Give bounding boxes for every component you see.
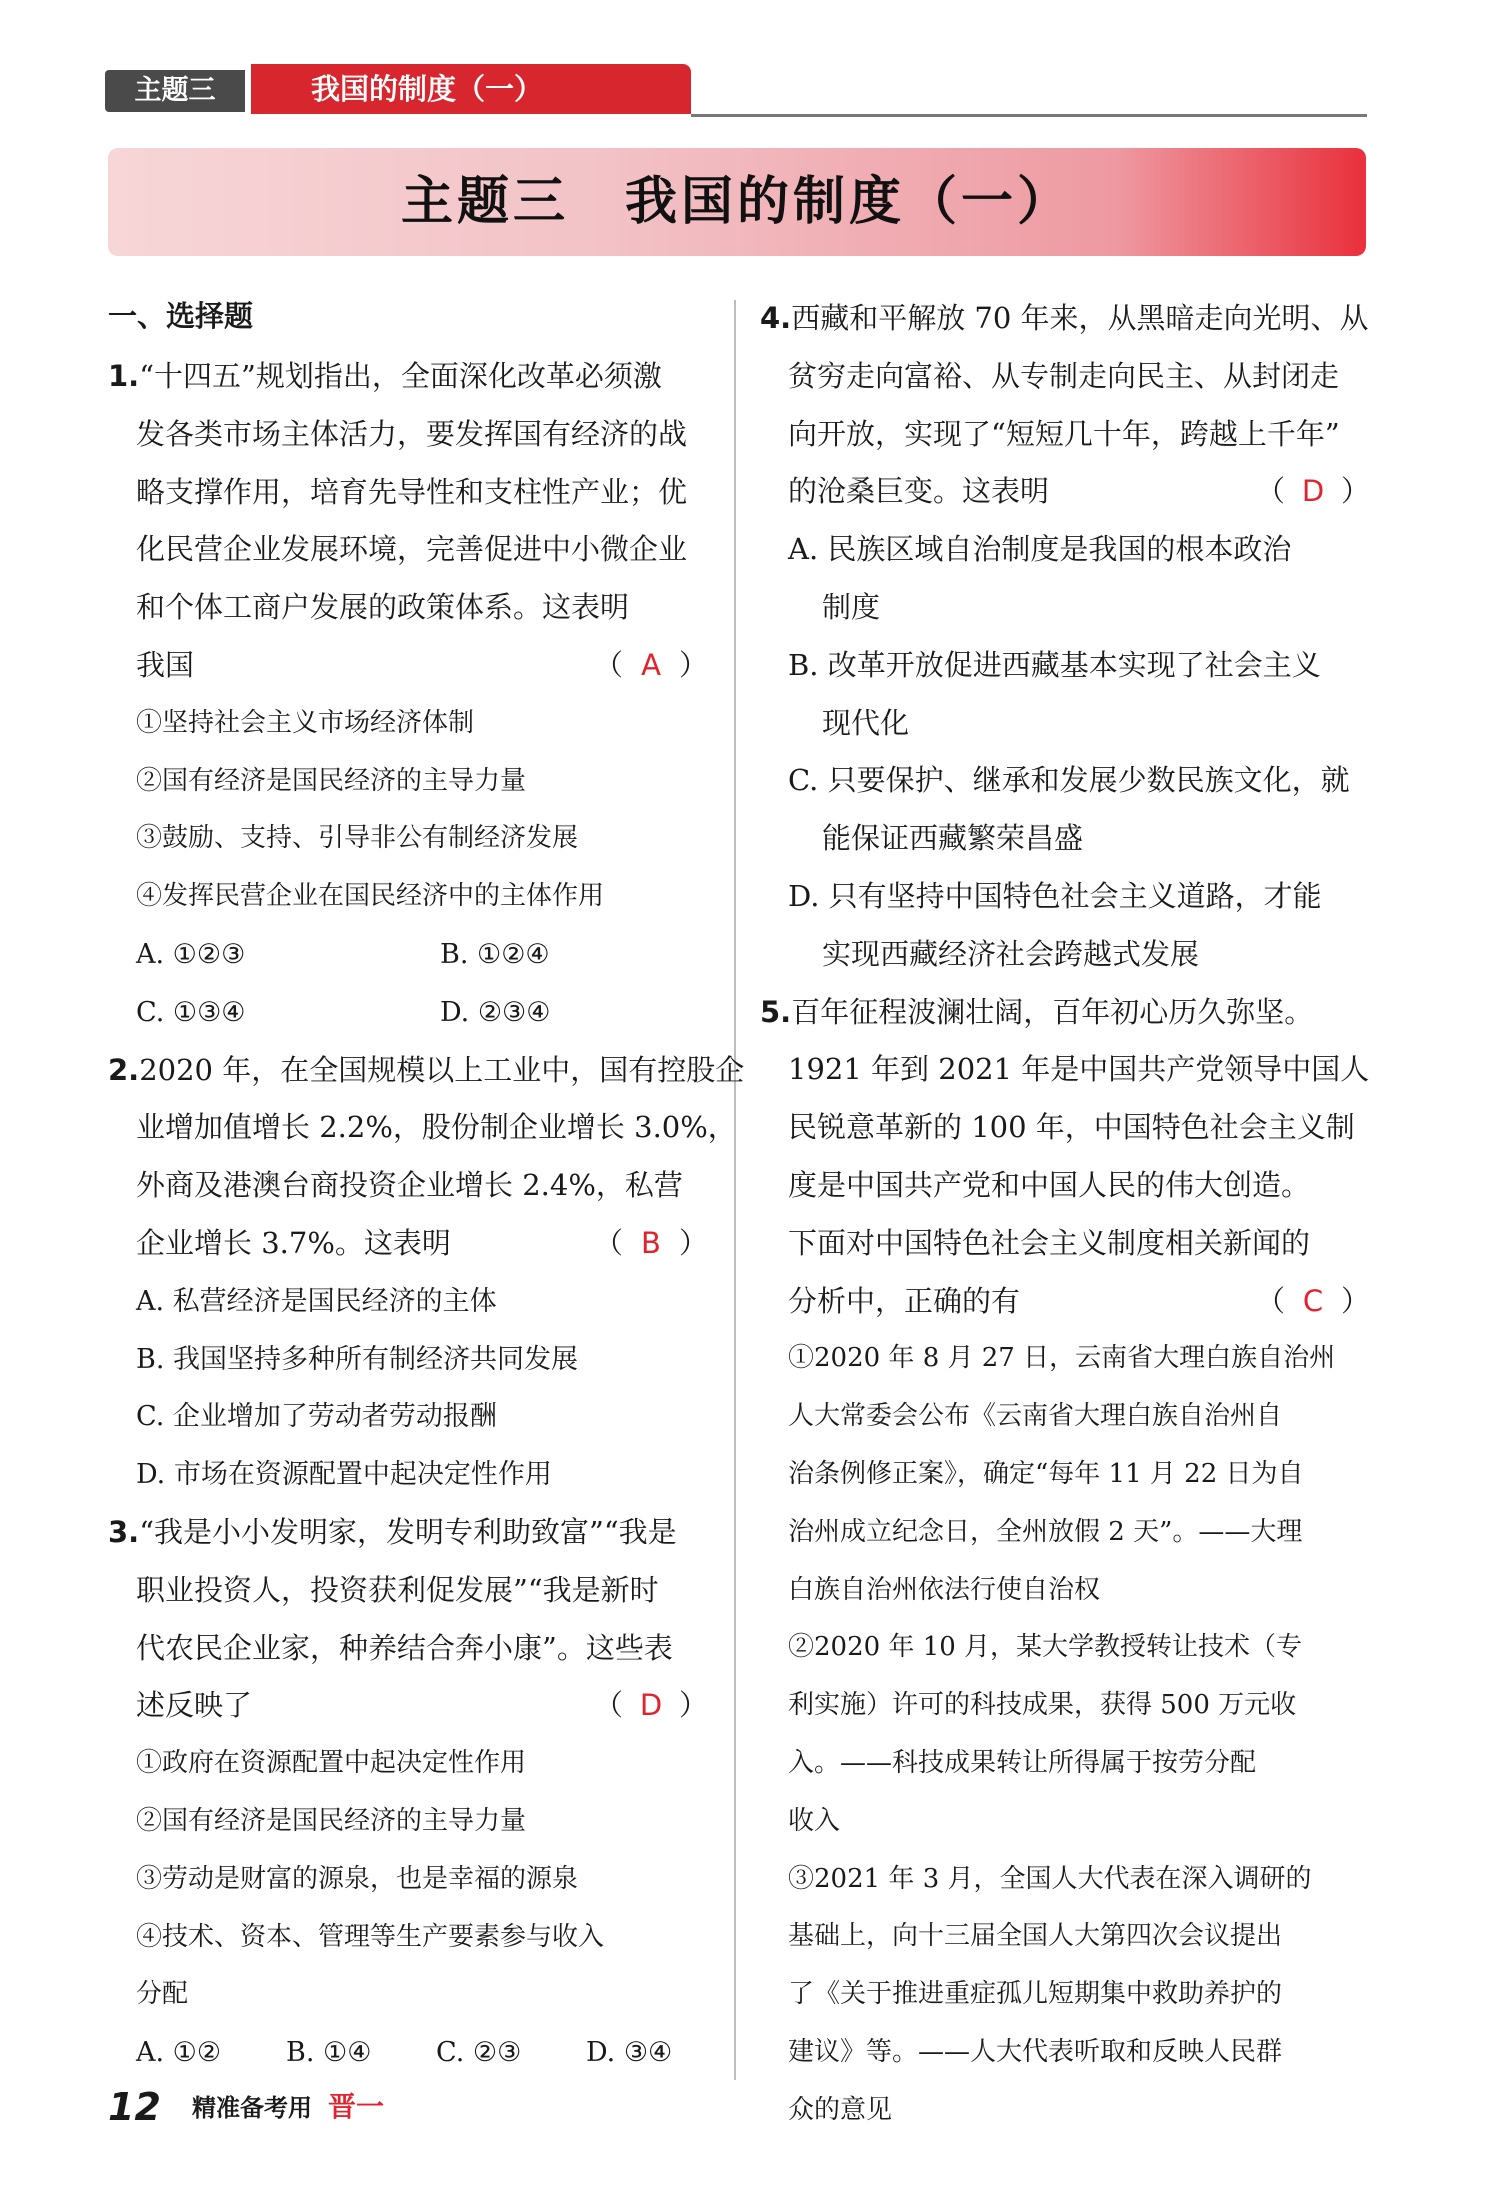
paren-close: ） [678, 1225, 708, 1260]
answer-letter: A [641, 647, 661, 682]
question-number: 3. [108, 1514, 140, 1549]
statement-item: 建议》等。——人大代表听取和反映人民群 [788, 2036, 1283, 2067]
answer-letter: C [1302, 1283, 1324, 1318]
statement-item: ①2020 年 8 月 27 日，云南省大理白族自治州 [788, 1343, 1336, 1374]
right-column [760, 290, 1370, 2140]
statement-item: 治条例修正案》，确定“每年 11 月 22 日为自 [788, 1458, 1304, 1489]
chapter-header [105, 62, 1367, 118]
question-text: “十四五”规划指出，全面深化改革必须激 [139, 359, 662, 393]
statement-item: ①坚持社会主义市场经济体制 [136, 707, 475, 738]
question-number: 1. [108, 359, 140, 393]
question-text: 外商及港澳台商投资企业增长 2.4%，私营 [136, 1168, 683, 1203]
option-b: B. ①②④ [440, 938, 550, 970]
statement-item: 收入 [788, 1805, 841, 1836]
question-text: 代农民企业家，种养结合奔小康”。这些表 [136, 1630, 673, 1665]
option-c: C. ②③ [436, 2037, 522, 2069]
chapter-tab-label: 主题三 [105, 70, 245, 112]
statement-item: 基础上，向十三届全国人大第四次会议提出 [788, 1921, 1283, 1952]
question-number: 4. [760, 301, 792, 335]
option-a: A. 私营经济是国民经济的主体 [136, 1285, 497, 1317]
question-text: 企业增长 3.7%。这表明 [136, 1225, 451, 1260]
paren-open: （ [593, 647, 623, 682]
question-text: 西藏和平解放 70 年来，从黑暗走向光明、从 [791, 301, 1369, 335]
question-text: 业增加值增长 2.2%，股份制企业增长 3.0%， [136, 1110, 737, 1145]
statement-item: 了《关于推进重症孤儿短期集中救助养护的 [788, 1979, 1283, 2010]
option-c: C. ①③④ [136, 996, 246, 1028]
question-text: 的沧桑巨变。这表明 [788, 474, 1050, 509]
option-d: D. ③④ [586, 2037, 673, 2069]
question-5 [760, 984, 1370, 2140]
chapter-tab-title: 我国的制度（一） [251, 64, 691, 114]
header-rule [691, 114, 1367, 117]
answer-letter: B [641, 1225, 661, 1260]
answer-box [594, 1677, 708, 1735]
statement-item: ④发挥民营企业在国民经济中的主体作用 [136, 881, 605, 912]
page-number: 12 [108, 2085, 161, 2129]
option-a-cont: 制度 [822, 589, 881, 624]
paren-open: （ [593, 1225, 623, 1260]
question-text: 贫穷走向富裕、从专制走向民主、从封闭走 [788, 358, 1340, 393]
question-text: 2020 年，在全国规模以上工业中，国有控股企 [139, 1052, 745, 1087]
paren-open: （ [593, 1688, 623, 1723]
option-c-cont: 能保证西藏繁荣昌盛 [822, 821, 1084, 856]
question-1 [108, 348, 708, 1042]
answer-box [1256, 1273, 1370, 1331]
option-d: D. ②③④ [440, 996, 551, 1028]
option-a: A. ①②③ [136, 938, 246, 970]
statement-item: 分配 [136, 1979, 189, 2010]
question-text: 下面对中国特色社会主义制度相关新闻的 [788, 1225, 1311, 1260]
statement-item: 白族自治州依法行使自治权 [788, 1574, 1101, 1605]
option-b: B. 改革开放促进西藏基本实现了社会主义 [788, 647, 1321, 682]
question-text: 略支撑作用，培育先导性和支柱性产业；优 [136, 474, 688, 509]
answer-letter: D [639, 1688, 663, 1723]
answer-box [1256, 463, 1370, 521]
edition-label: 晋一 [328, 2090, 385, 2123]
question-text: 和个体工商户发展的政策体系。这表明 [136, 590, 630, 625]
option-b-cont: 现代化 [822, 705, 910, 740]
question-text: 百年征程波澜壮阔，百年初心历久弥坚。 [791, 994, 1314, 1029]
question-text: 向开放，实现了“短短几十年，跨越上千年” [788, 416, 1340, 451]
statement-item: 治州成立纪念日，全州放假 2 天”。——大理 [788, 1516, 1303, 1547]
question-text: 发各类市场主体活力，要发挥国有经济的战 [136, 416, 688, 451]
statement-item: 人大常委会公布《云南省大理白族自治州自 [788, 1401, 1283, 1432]
section-title: 一、选择题 [108, 299, 254, 333]
statement-item: 入。——科技成果转让所得属于按劳分配 [788, 1747, 1257, 1778]
question-number: 5. [760, 994, 792, 1029]
statement-item: 利实施）许可的科技成果，获得 500 万元收 [788, 1690, 1297, 1721]
page-footer [108, 2082, 708, 2132]
statement-item: ①政府在资源配置中起决定性作用 [136, 1748, 527, 1779]
statement-item: ②国有经济是国民经济的主导力量 [136, 1805, 527, 1836]
paren-open: （ [1255, 1283, 1285, 1318]
column-divider [734, 300, 736, 2080]
option-d-cont: 实现西藏经济社会跨越式发展 [822, 936, 1200, 971]
statement-item: ②国有经济是国民经济的主导力量 [136, 765, 527, 796]
option-c: C. 企业增加了劳动者劳动报酬 [136, 1401, 497, 1433]
option-d: D. 市场在资源配置中起决定性作用 [136, 1459, 552, 1491]
question-text: 分析中，正确的有 [788, 1283, 1021, 1318]
answer-letter: D [1301, 474, 1325, 509]
statement-item: ②2020 年 10 月，某大学教授转让技术（专 [788, 1632, 1303, 1663]
statement-item: ③2021 年 3 月，全国人大代表在深入调研的 [788, 1863, 1312, 1894]
question-text: 我国 [136, 647, 195, 682]
paren-close: ） [1340, 474, 1370, 509]
question-text: 1921 年到 2021 年是中国共产党领导中国人 [788, 1052, 1370, 1087]
question-text: 述反映了 [136, 1688, 253, 1723]
paren-close: ） [678, 1688, 708, 1723]
book-title: 精准备考用 [192, 2094, 312, 2122]
left-column [108, 290, 745, 2082]
statement-item: 众的意见 [788, 2094, 893, 2125]
option-c: C. 只要保护、继承和发展少数民族文化，就 [788, 763, 1350, 798]
question-2 [108, 1042, 745, 1504]
statement-item: ③鼓励、支持、引导非公有制经济发展 [136, 823, 579, 854]
page-title: 主题三 我国的制度（一） [400, 172, 1073, 232]
option-b: B. ①④ [286, 2037, 372, 2069]
question-text: “我是小小发明家，发明专利助致富”“我是 [139, 1514, 677, 1549]
paren-open: （ [1255, 474, 1285, 509]
option-d: D. 只有坚持中国特色社会主义道路，才能 [788, 878, 1322, 913]
answer-box [594, 637, 708, 695]
question-4 [760, 290, 1370, 984]
answer-box [594, 1215, 708, 1273]
option-a: A. ①② [136, 2037, 222, 2069]
question-text: 度是中国共产党和中国人民的伟大创造。 [788, 1167, 1311, 1202]
question-3 [108, 1504, 708, 2082]
option-a: A. 民族区域自治制度是我国的根本政治 [788, 532, 1292, 567]
paren-close: ） [1340, 1283, 1370, 1318]
title-banner [108, 148, 1366, 256]
question-number: 2. [108, 1052, 140, 1087]
question-text: 化民营企业发展环境，完善促进中小微企业 [136, 532, 688, 567]
option-b: B. 我国坚持多种所有制经济共同发展 [136, 1343, 579, 1375]
question-text: 职业投资人，投资获利促发展”“我是新时 [136, 1572, 659, 1607]
paren-close: ） [678, 647, 708, 682]
statement-item: ③劳动是财富的源泉，也是幸福的源泉 [136, 1863, 579, 1894]
question-text: 民锐意革新的 100 年，中国特色社会主义制 [788, 1110, 1355, 1145]
statement-item: ④技术、资本、管理等生产要素参与收入 [136, 1921, 605, 1952]
